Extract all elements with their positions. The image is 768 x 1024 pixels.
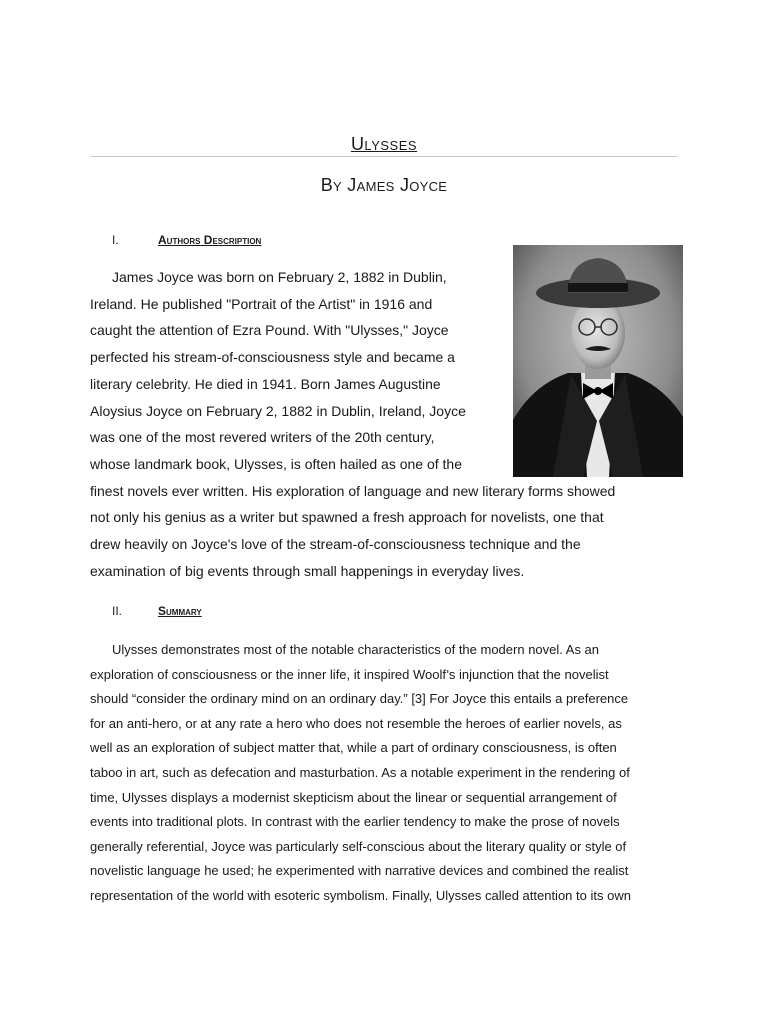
author-description-text <box>90 264 668 584</box>
text-line: finest novels ever written. His exploration of language and new literary forms showed <box>90 482 616 499</box>
text-line: events into traditional plots. In contrast with the earlier tendency to make the prose of novels <box>90 814 620 830</box>
section-number: II. <box>112 604 123 618</box>
section-number: I. <box>112 233 119 247</box>
text-line: perfected his stream-of-consciousness style and became a <box>90 349 455 366</box>
text-line: exploration of consciousness or the inner life, it inspired Woolf’s injunction that the novelist <box>90 666 609 682</box>
text-line: was one of the most revered writers of the 20th century, <box>90 429 435 446</box>
section-heading-authors <box>112 233 261 247</box>
text-line: for an anti-hero, or at any rate a hero who does not resemble the heroes of earlier novels, as <box>90 715 622 731</box>
section-heading-label: Summary <box>158 604 202 618</box>
title-rule <box>90 156 678 157</box>
section-heading-label: Authors Description <box>158 233 262 247</box>
text-line: generally referential, Joyce was particularly self-conscious about the literary quality or style of <box>90 838 627 854</box>
text-line: whose landmark book, Ulysses, is often hailed as one of the <box>90 455 462 472</box>
text-line: James Joyce was born on February 2, 1882 in Dublin, <box>112 269 447 285</box>
text-line: novelistic language he used; he experimented with narrative devices and combined the realist <box>90 863 629 879</box>
text-line: should “consider the ordinary mind on an ordinary day.” [3] For Joyce this entails a preference <box>90 691 629 707</box>
text-line: Aloysius Joyce on February 2, 1882 in Dublin, Ireland, Joyce <box>90 402 466 419</box>
text-line: caught the attention of Ezra Pound. With "Ulysses," Joyce <box>90 322 449 339</box>
text-line: well as an exploration of subject matter that, while a part of ordinary consciousness, is often <box>90 740 617 756</box>
document-title: Ulysses <box>350 134 418 154</box>
text-line: taboo in art, such as defecation and masturbation. As a notable experiment in the rendering of <box>90 764 630 780</box>
text-line: Ulysses demonstrates most of the notable characteristics of the modern novel. As an <box>112 642 600 657</box>
document-author: By James Joyce <box>320 175 448 195</box>
text-line: examination of big events through small happenings in everyday lives. <box>90 562 525 579</box>
text-line: time, Ulysses displays a modernist skepticism about the linear or sequential arrangement of <box>90 789 617 805</box>
text-line: representation of the world with esoteric symbolism. Finally, Ulysses called attention to its own <box>90 887 631 903</box>
text-line: literary celebrity. He died in 1941. Born James Augustine <box>90 375 441 392</box>
text-line: drew heavily on Joyce's love of the stream-of-consciousness technique and the <box>90 536 581 553</box>
summary-text <box>90 638 670 909</box>
text-line: not only his genius as a writer but spawned a fresh approach for novelists, one that <box>90 509 604 526</box>
section-heading-summary <box>112 604 202 618</box>
text-line: Ireland. He published "Portrait of the Artist" in 1916 and <box>90 295 433 312</box>
